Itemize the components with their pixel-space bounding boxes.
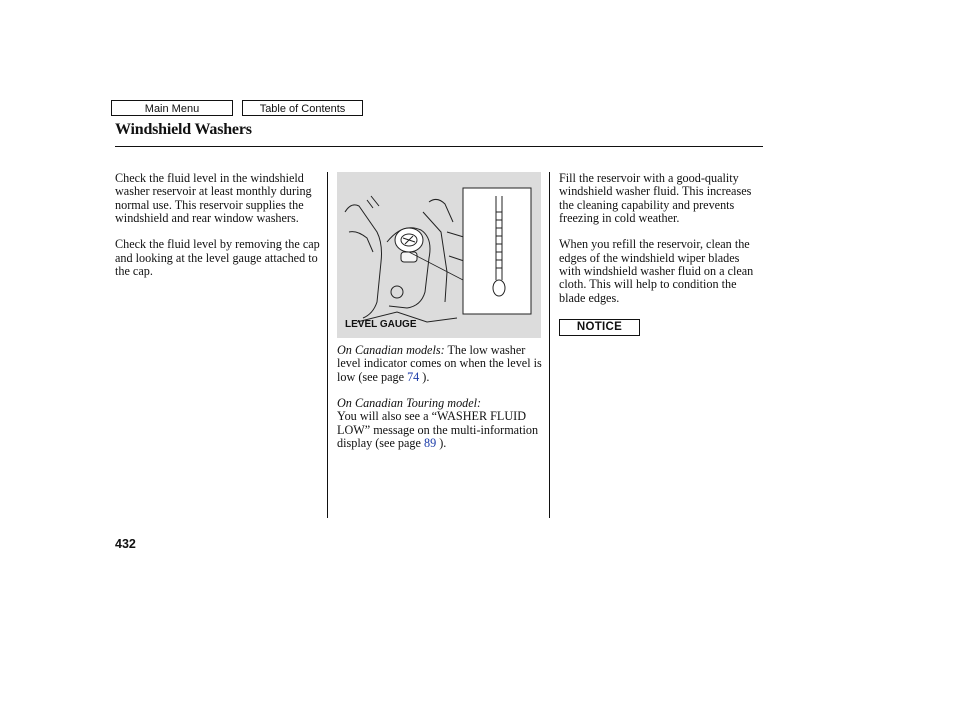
paragraph: Fill the reservoir with a good-quality windshield washer fluid. This increases the cleaning capability and prevents freezing in cold weather. — [559, 171, 752, 225]
column-divider — [327, 172, 328, 518]
figure-caption: LEVEL GAUGE — [345, 319, 417, 330]
canadian-models-text: The low washer level indicator comes on when the level is low (see page — [337, 343, 542, 384]
touring-model-note — [337, 397, 547, 450]
touring-model-text: You will also see a “WASHER FLUID LOW” message on the multi-information display (see page — [337, 409, 539, 451]
paragraph: Check the fluid level by removing the cap and looking at the level gauge attached to the cap. — [115, 237, 320, 279]
column-right — [559, 172, 763, 318]
main-menu-button[interactable]: Main Menu — [111, 100, 233, 116]
page-74-link[interactable]: 74 — [407, 369, 420, 384]
paragraph: Check the fluid level in the windshield washer reservoir at least monthly during normal use. This reservoir supplies the windshield and rear window washers. — [115, 171, 312, 225]
washer-reservoir-drawing — [337, 172, 541, 338]
canadian-models-note — [337, 344, 547, 384]
page-89-link[interactable]: 89 — [423, 436, 437, 451]
column-divider — [549, 172, 550, 518]
text: ). — [419, 369, 430, 384]
title-divider — [115, 146, 763, 147]
paragraph: When you refill the reservoir, clean the edges of the windshield wiper blades with windshield washer fluid on a clean cloth. This will help to condition the blade edges. — [559, 237, 754, 305]
table-of-contents-button[interactable]: Table of Contents — [242, 100, 363, 116]
notice-box: NOTICE — [559, 319, 640, 336]
canadian-models-label: On Canadian models: — [337, 343, 445, 357]
page-number: 432 — [115, 537, 136, 551]
level-gauge-illustration — [337, 172, 541, 338]
text: ). — [436, 436, 447, 451]
touring-model-label: On Canadian Touring model: — [337, 396, 482, 411]
page-title: Windshield Washers — [115, 121, 252, 138]
column-left — [115, 172, 323, 292]
column-middle — [337, 344, 547, 464]
